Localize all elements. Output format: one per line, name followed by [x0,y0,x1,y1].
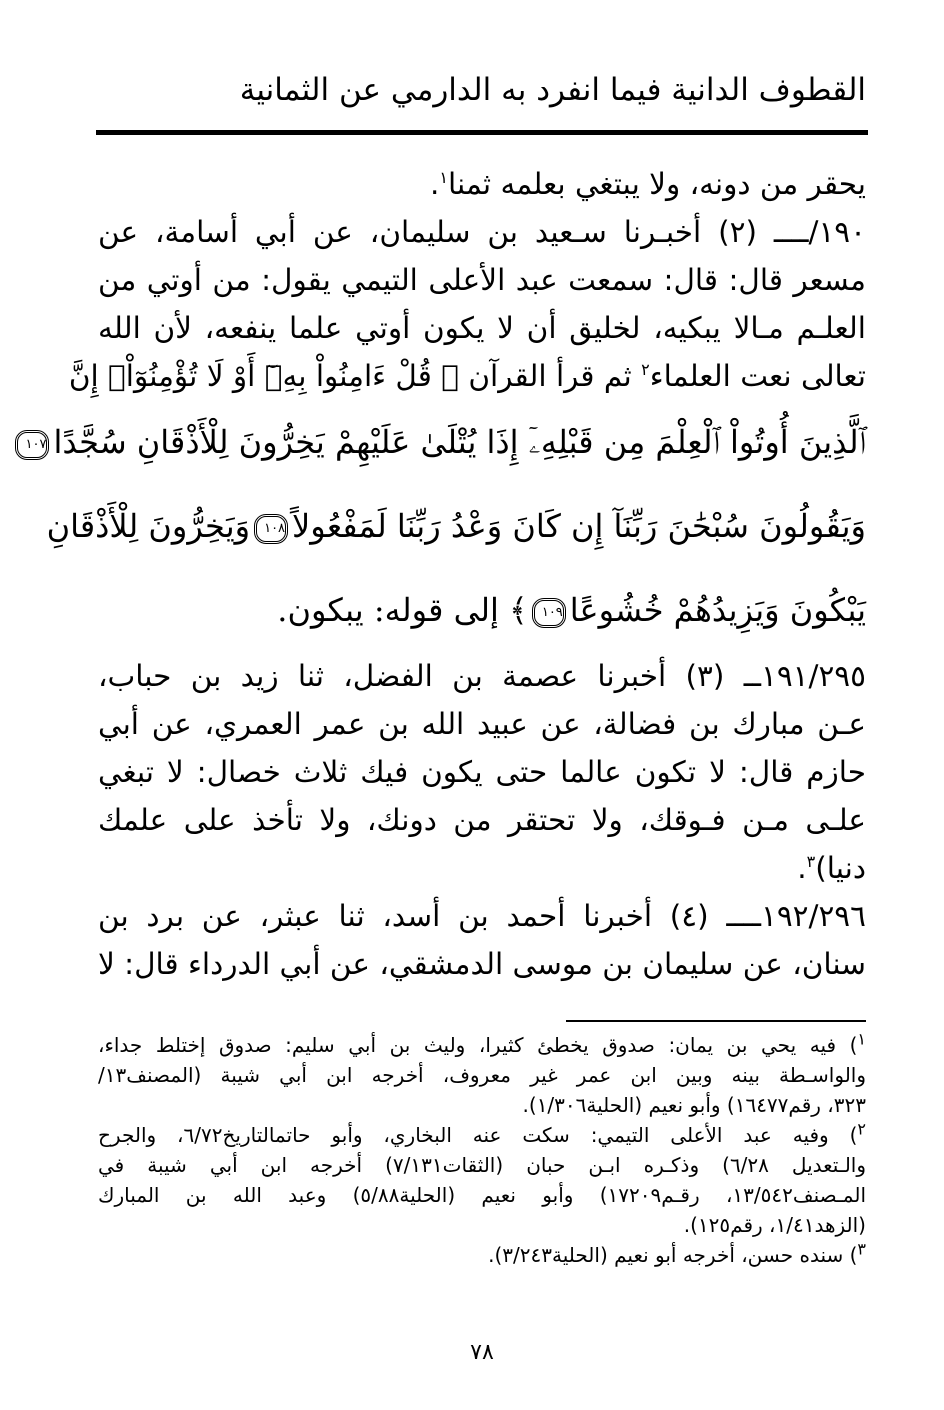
footnote-1 [98,1030,866,1120]
footnote-line: والـتعديل ٦/٢٨) وذكـره ابـن حبان (الثقات٧/١٣١) أخرجه ابن أبي شيبة في [98,1153,866,1177]
book-page [25,0,867,1410]
footnote-marker: ٢ [857,1119,866,1139]
footnote-marker: ٣ [857,1239,866,1259]
quran-verse-line: يَبْكُونَ وَيَزِيدُهُمْ خُشُوعًا١٠٩﴾ إلى قوله: يبكون. [277,591,866,629]
text-line: سنان، عن سليمان بن موسى الدمشقي، عن أبي الدرداء قال: لا [97,947,866,981]
footnote-3 [98,1240,866,1270]
running-header: القطوف الدانية فيما انفرد به الدارمي عن الثمانية [239,72,866,108]
text-line: عـن مبارك بن فضالة، عن عبيد الله بن عمر العمري، عن أبي [98,707,866,741]
footnote-line: ٣٢٣، رقم١٦٤٧٧) وأبو نعيم (الحلية١/٣٠٦). [522,1093,866,1117]
text-line: ١٩٢/٢٩٦ــــ (٤) أخبرنا أحمد بن أسد، ثنا عبثر، عن برد بن [98,899,866,933]
text-line: علـى مـن فـوقك، ولا تحتقر من دونك، ولا تأخذ على علمك [98,803,866,837]
page-number: ٧٨ [470,1340,494,1365]
text-line: مسعر قال: قال: سمعت عبد الأعلى التيمي يقول: من أوتي من [98,263,866,297]
ayah-number-marker: ١٠٨ [254,514,288,544]
text-line: ١٩٠/ــــ (٢) أخبـرنا سـعيد بن سليمان، عن أبي أسامة، عن [98,215,866,249]
text-line: يحقر من دونه، ولا يبتغي بعلمه ثمنا$^١$. [429,167,866,201]
text-line: تعالى نعت العلماء$^٢$ ثم قرأ القرآن ﴿ قُلْ ءَامِنُواْ بِهِۦٓ أَوْ لَا تُؤْمِنُوٓاْۚ إِنَّ [68,359,866,393]
footnote-ref[interactable]: ٢ [641,360,650,380]
ayah-number-marker: ١٠٩ [532,598,566,628]
footnote-line: $^٣$) سنده حسن، أخرجه أبو نعيم (الحلية٣/٢٤٣). [488,1239,866,1267]
text-line: ١٩١/٢٩٥ــ (٣) أخبرنا عصمة بن الفضل، ثنا زيد بن حباب، [98,659,866,693]
footnote-ref[interactable]: ٣ [806,852,816,872]
footnote-separator [566,1020,866,1022]
text-line: حازم قال: لا تكون عالما حتى يكون فيك ثلاث خصال: لا تبغي [98,755,866,789]
quran-verse-line: وَيَقُولُونَ سُبْحَٰنَ رَبِّنَآ إِن كَانَ وَعْدُ رَبِّنَا لَمَفْعُولاً١٠٨وَيَخِرُّونَ لِلْأَذْقَانِ [46,507,866,545]
text-line: العلـم مـالا يبكيه، لخليق أن لا يكون أوتي علما ينفعه، لأن الله [98,311,866,345]
footnote-line: (الزهد١/٤١، رقم١٢٥). [683,1213,866,1237]
quran-verse-line: ٱلَّذِينَ أُوتُواْ ٱلْعِلْمَ مِن قَبْلِهِۦٓ إِذَا يُتْلَىٰ عَلَيْهِمْ يَخِرُّونَ لِلْأَذْقَانِ سُجَّدًا١٠٧ [98,400,866,484]
footnote-2 [98,1120,866,1240]
text-line: دنيا)$^٣$. [797,851,866,885]
footnote-line: $^١$) فيه يحي بن يمان: صدوق يخطئ كثيرا، وليث بن أبي سليم: صدوق إختلط جداء، [98,1029,866,1057]
footnote-ref[interactable]: ١ [439,168,448,188]
ayah-number-marker: ١٠٧ [15,430,49,460]
main-text [25,160,866,988]
footnotes [98,1030,866,1270]
header-rule [96,130,868,135]
footnote-line: المـصنف١٣/٥٤٢، رقـم١٧٢٠٩) وأبو نعيم (الحلية٥/٨٨) وعبد الله بن المبارك [98,1183,867,1207]
footnote-marker: ١ [857,1029,866,1049]
footnote-line: $^٢$) وفيه عبد الأعلى التيمي: سكت عنه البخاري، وأبو حاتمالتاريخ٦/٧٢، والجرح [98,1119,866,1147]
footnote-line: والواسـطة بينه وبين ابن عمر غير معروف، أخرجه ابن أبي شيبة (المصنف١٣/ [98,1063,866,1087]
